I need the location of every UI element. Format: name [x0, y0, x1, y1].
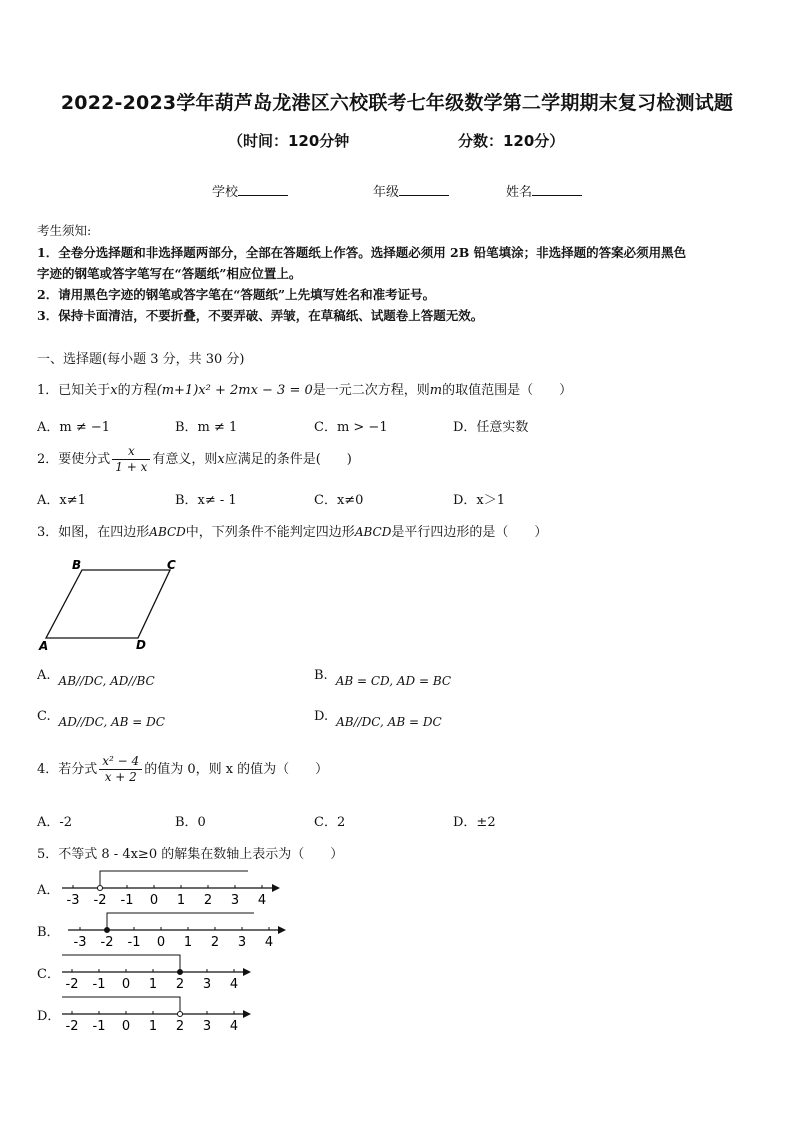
tick-label: 3	[237, 935, 247, 950]
q5-option-a-letter[interactable]: A．	[37, 883, 60, 898]
q1-var: x	[110, 383, 118, 398]
note-line-3: 2．请用黑色字迹的钢笔或答字笔在“答题纸”上先填写姓名和准考证号。	[37, 287, 436, 302]
solution-ray	[62, 955, 180, 972]
q5-option-d-letter[interactable]: D．	[37, 1009, 61, 1024]
q4-denominator: x + 2	[104, 770, 137, 784]
tick-label: -1	[120, 893, 134, 908]
grade-field	[373, 181, 449, 200]
tick-label: 4	[264, 935, 274, 950]
q1-text-2: 的方程	[117, 383, 157, 398]
q4-text: 4．若分式	[37, 762, 98, 777]
tick-label: -3	[73, 935, 87, 950]
q2-option-b[interactable]: B．x≠ - 1	[175, 493, 237, 508]
tick-label: 4	[257, 893, 267, 908]
q1-var-2: m	[429, 383, 443, 398]
tick-label: 0	[149, 893, 159, 908]
grade-label: 年级	[373, 185, 400, 200]
section-heading: 一、选择题(每小题 3 分，共 30 分)	[37, 352, 245, 367]
tick-label: 1	[148, 977, 158, 992]
q3-abcd-1: ABCD	[149, 525, 186, 539]
tick-label: -2	[65, 977, 79, 992]
tick-label: 2	[203, 893, 213, 908]
school-label: 学校	[212, 185, 239, 200]
school-blank	[238, 183, 288, 196]
tick-label: 0	[156, 935, 166, 950]
solution-ray	[100, 871, 248, 888]
axis-arrow	[272, 884, 280, 892]
tick-label: 0	[121, 977, 131, 992]
grade-blank	[399, 183, 449, 196]
vertex-b-label: B	[72, 558, 82, 572]
q3-option-d[interactable]	[314, 709, 442, 729]
q3-option-a[interactable]	[37, 668, 155, 688]
note-line-4: 3．保持卡面清洁，不要折叠，不要弄破、弄皱，在草稿纸、试题卷上答题无效。	[37, 308, 484, 323]
name-blank	[532, 183, 582, 196]
closed-point	[178, 970, 183, 975]
tick-label: -2	[65, 1019, 79, 1034]
note-line-2: 字迹的钢笔或答字笔写在“答题纸”相应位置上。	[37, 266, 302, 281]
name-label: 姓名	[506, 185, 533, 200]
tick-label: 0	[121, 1019, 131, 1034]
tick-label: -1	[92, 977, 106, 992]
q4-option-c[interactable]: C．2	[314, 815, 346, 830]
q1-option-d[interactable]: D．任意实数	[453, 420, 529, 435]
q2-text-2: 有意义，则	[152, 452, 218, 467]
tick-label: 2	[175, 1019, 185, 1034]
q4-option-d[interactable]: D．±2	[453, 815, 496, 830]
vertex-c-label: C	[167, 558, 176, 572]
axis-arrow	[243, 1010, 251, 1018]
q5-option-b-letter[interactable]: B．	[37, 925, 60, 940]
school-field	[212, 181, 288, 200]
q3-option-c-expr: AD//DC, AB = DC	[58, 715, 165, 729]
q5-option-d-numberline[interactable]	[58, 994, 258, 1034]
q2-denominator: 1 + x	[115, 460, 148, 474]
tick-label: -1	[127, 935, 141, 950]
name-field	[506, 181, 582, 200]
q3-abcd-2: ABCD	[354, 525, 392, 539]
q2-option-a[interactable]: A．x≠1	[37, 493, 86, 508]
q3-option-b-expr: AB = CD, AD = BC	[335, 674, 452, 688]
exam-title: 2022-2023学年葫芦岛龙港区六校联考七年级数学第二学期期末复习检测试题	[60, 92, 734, 114]
q5-option-a-numberline[interactable]	[58, 868, 288, 908]
q3-option-d-expr: AB//DC, AB = DC	[336, 715, 442, 729]
q3-option-c-letter: C.	[37, 709, 51, 724]
q3-option-a-letter: A.	[37, 668, 51, 683]
q4-option-b[interactable]: B．0	[175, 815, 206, 830]
q4-fraction	[99, 754, 142, 785]
q2-var: x	[217, 452, 225, 467]
q1-option-b[interactable]: B．m ≠ 1	[175, 420, 238, 435]
vertex-d-label: D	[136, 638, 146, 652]
q4-numerator: x² − 4	[99, 754, 142, 770]
solution-ray	[107, 913, 254, 930]
q3-option-b-letter: B.	[314, 668, 328, 683]
tick-label: 3	[230, 893, 240, 908]
open-point	[178, 1012, 183, 1017]
q1-equation: (m+1)x² + 2mx − 3 = 0	[156, 383, 313, 398]
tick-label: -2	[100, 935, 114, 950]
q3-option-b[interactable]	[314, 668, 452, 688]
exam-time: （时间：120分钟	[228, 132, 350, 150]
question-2	[37, 444, 352, 475]
q3-text-2: 中，下列条件不能判定四边形	[185, 525, 355, 540]
open-point	[98, 886, 103, 891]
q1-text-3: 是一元二次方程，则	[312, 383, 430, 398]
tick-label: -1	[92, 1019, 106, 1034]
q2-text: 2．要使分式	[37, 452, 111, 467]
q5-option-c-numberline[interactable]	[58, 952, 258, 992]
note-line-1: 1．全卷分选择题和非选择题两部分，全部在答题纸上作答。选择题必须用 2B 铅笔填涂；非选择题的答案必须用黑色	[37, 245, 687, 260]
parallelogram-figure	[36, 556, 186, 652]
solution-ray	[62, 997, 180, 1014]
q2-text-3: 应满足的条件是( )	[224, 452, 352, 467]
tick-label: 3	[202, 1019, 212, 1034]
q2-numerator: x	[112, 444, 150, 460]
q2-option-d[interactable]: D．x＞1	[453, 493, 506, 508]
question-1	[37, 379, 572, 398]
q1-option-a[interactable]: A．m ≠ −1	[37, 420, 111, 435]
question-5: 5．不等式 8 - 4x≥0 的解集在数轴上表示为（ ）	[37, 847, 344, 862]
tick-label: 4	[229, 1019, 239, 1034]
tick-label: 4	[229, 977, 239, 992]
tick-label: 2	[210, 935, 220, 950]
tick-label: 3	[202, 977, 212, 992]
vertex-a-label: A	[39, 639, 49, 652]
q3-option-c[interactable]	[37, 709, 165, 729]
q2-option-c[interactable]: C．x≠0	[314, 493, 364, 508]
q5-option-b-numberline[interactable]	[64, 910, 294, 950]
tick-label: 1	[148, 1019, 158, 1034]
parallelogram-shape	[46, 570, 170, 638]
q3-text: 3．如图，在四边形	[37, 525, 150, 540]
exam-score: 分数：120分）	[458, 132, 565, 150]
tick-label: 2	[175, 977, 185, 992]
tick-label: 1	[176, 893, 186, 908]
q5-option-c-letter[interactable]: C．	[37, 967, 60, 982]
question-4	[37, 754, 328, 785]
notes-heading: 考生须知:	[37, 223, 92, 238]
axis-arrow	[243, 968, 251, 976]
q1-text: 1．已知关于	[37, 383, 111, 398]
question-3	[37, 521, 547, 540]
q4-option-a[interactable]: A．-2	[37, 815, 73, 830]
closed-point	[105, 928, 110, 933]
q3-text-3: 是平行四边形的是（ ）	[391, 525, 548, 540]
q4-text-2: 的值为 0，则 x 的值为（ ）	[144, 762, 329, 777]
q3-option-a-expr: AB//DC, AD//BC	[58, 674, 155, 688]
q3-option-d-letter: D.	[314, 709, 329, 724]
tick-label: -2	[93, 893, 107, 908]
tick-label: 1	[183, 935, 193, 950]
q1-text-4: 的取值范围是（ ）	[442, 383, 573, 398]
axis-arrow	[278, 926, 286, 934]
tick-label: -3	[66, 893, 80, 908]
q1-option-c[interactable]: C．m > −1	[314, 420, 388, 435]
q2-fraction	[112, 444, 150, 475]
